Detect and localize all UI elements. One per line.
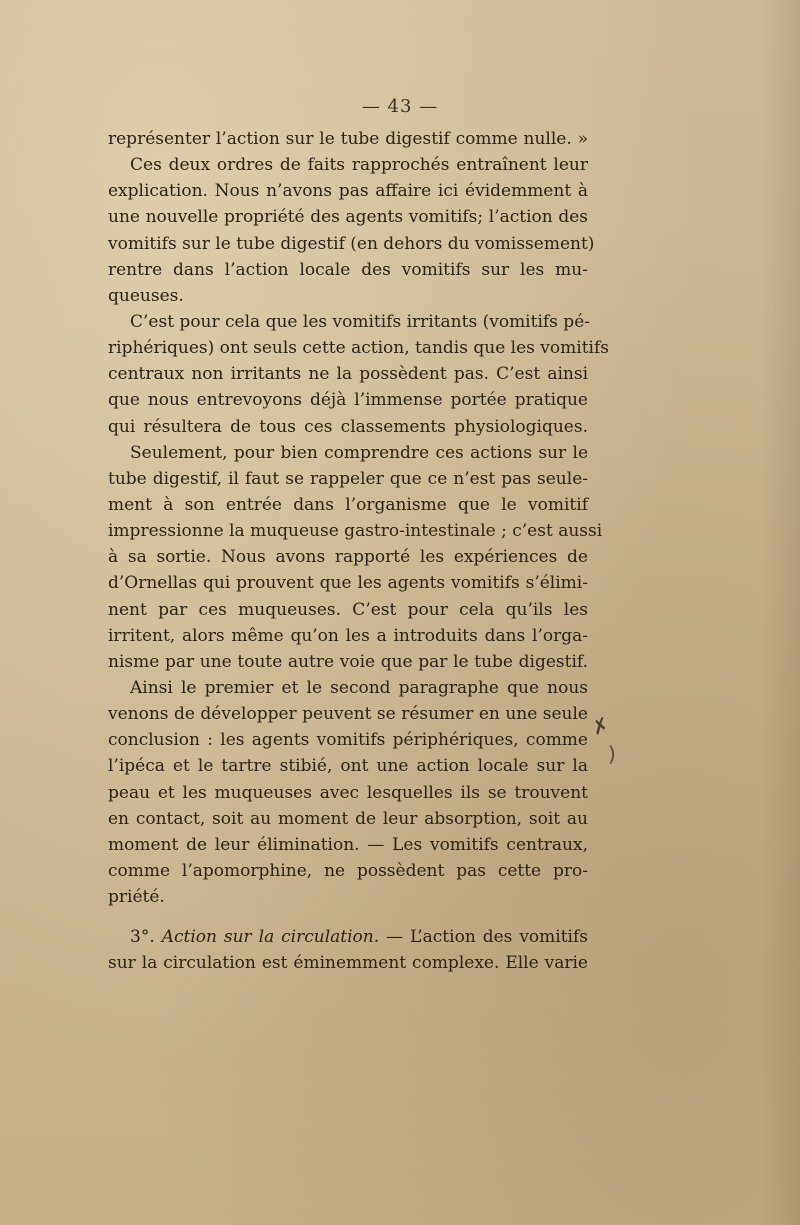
text-line: qui résultera de tous ces classements physiologiques. xyxy=(108,416,588,437)
text-line: conclusion : les agents vomitifs périphériques, comme xyxy=(108,730,588,751)
page-number: — 43 — xyxy=(361,96,439,117)
body-text xyxy=(108,126,609,977)
text-line: vomitifs sur le tube digestif (en dehors du vomissement) xyxy=(108,233,595,254)
text-line: venons de développer peuvent se résumer en une seule xyxy=(108,704,588,725)
text-line: en contact, soit au moment de leur absorption, soit au xyxy=(108,808,588,829)
section-number: 3°. xyxy=(130,927,155,948)
text-line: priété. xyxy=(108,887,165,908)
text-line: l’ipéca et le tartre stibié, ont une action locale sur la xyxy=(108,756,588,777)
section-heading-line xyxy=(108,924,588,950)
text-line: d’Ornellas qui prouvent que les agents vomitifs s’élimi- xyxy=(108,573,588,594)
text-line: Ainsi le premier et le second paragraphe que nous xyxy=(130,677,588,698)
text-line: nent par ces muqueuses. C’est pour cela qu’ils les xyxy=(108,599,588,620)
text-line: C’est pour cela que les vomitifs irritants (vomitifs pé- xyxy=(130,311,590,332)
margin-cross-mark: ✗ xyxy=(588,711,613,741)
text-line: explication. Nous n’avons pas affaire ici évidemment à xyxy=(108,181,588,202)
text-line: Ces deux ordres de faits rapprochés entraînent leur xyxy=(130,155,588,176)
text-line: tube digestif, il faut se rappeler que ce n’est pas seule- xyxy=(108,468,588,489)
text-line: rentre dans l’action locale des vomitifs sur les mu- xyxy=(108,259,588,280)
text-line: que nous entrevoyons déjà l’immense portée pratique xyxy=(108,390,588,411)
section-text: — L’action des vomitifs xyxy=(386,927,589,948)
text-line: impressionne la muqueuse gastro-intestinale ; c’est aussi xyxy=(108,521,603,542)
section-title: Action sur la circulation. xyxy=(161,927,380,948)
text-line: une nouvelle propriété des agents vomitifs; l’action des xyxy=(108,207,588,228)
text-line: représenter l’action sur le tube digestif comme nulle. » xyxy=(108,129,588,149)
text-line: centraux non irritants ne la possèdent pas. C’est ainsi xyxy=(108,364,588,385)
text-line: moment de leur élimination. — Les vomitifs centraux, xyxy=(108,834,588,855)
text-line: irritent, alors même qu’on les a introduits dans l’orga- xyxy=(108,625,588,646)
text-line: ment à son entrée dans l’organisme que le vomitif xyxy=(108,494,588,515)
text-line: nisme par une toute autre voie que par le tube digestif. xyxy=(108,651,588,672)
text-line: peau et les muqueuses avec lesquelles ils se trouvent xyxy=(108,782,588,803)
text-line: queuses. xyxy=(108,285,184,306)
margin-paren-mark: ) xyxy=(608,742,616,766)
page-edge-shadow xyxy=(760,0,800,1225)
text-line: comme l’apomorphine, ne possèdent pas cette pro- xyxy=(108,860,588,881)
section-gap xyxy=(108,910,588,924)
text-line: riphériques) ont seuls cette action, tandis que les vomitifs xyxy=(108,338,609,359)
text-line: Seulement, pour bien comprendre ces actions sur le xyxy=(130,442,588,463)
text-line: sur la circulation est éminemment complexe. Elle varie xyxy=(108,953,588,974)
text-line: à sa sortie. Nous avons rapporté les expériences de xyxy=(108,547,588,568)
